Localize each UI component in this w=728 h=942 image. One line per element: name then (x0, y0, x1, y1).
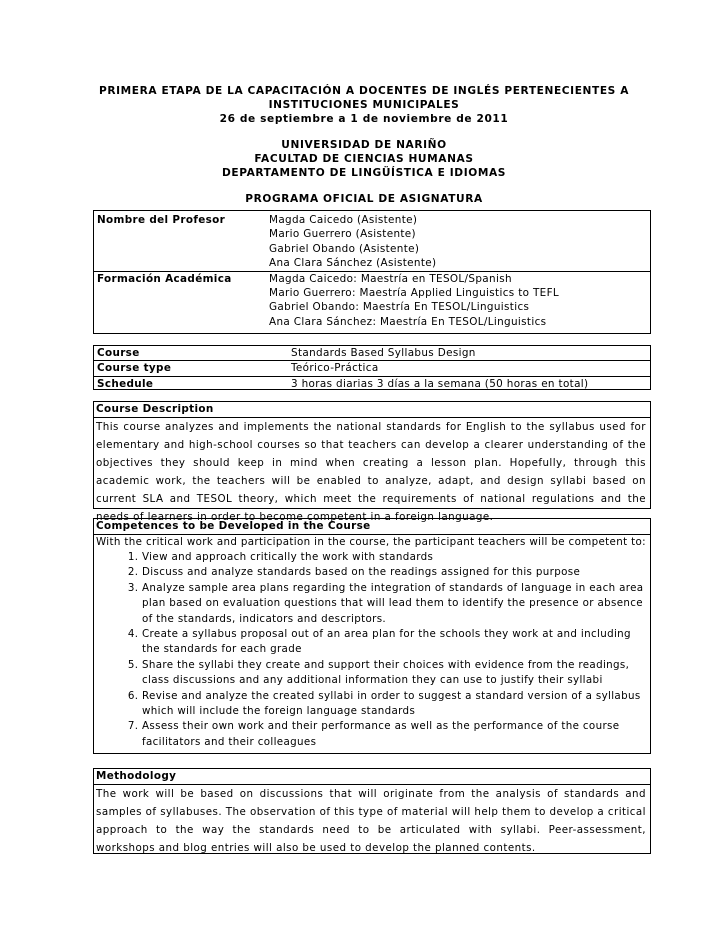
competence-item: 4. Create a syllabus proposal out of an area plan for the schools they work at and including the standards for each grade (142, 627, 646, 658)
training-list (266, 271, 650, 329)
competences-section (93, 518, 651, 754)
professor-row (94, 211, 650, 271)
methodology-text: The work will be based on discussions that will originate from the analysis of standards and samples of syllabuses. The observation of this type of material will help them to develop a critical approach to the way the standards need to be articulated with syllabi. Peer-assessment, workshops and blog entries will also be used to develop the planned contents. (96, 787, 646, 854)
competence-item: 2. Discuss and analyze standards based on the readings assigned for this purpose (142, 565, 646, 580)
training-row (94, 271, 650, 329)
professor-item: Magda Caicedo (Asistente) (269, 214, 418, 226)
course-value: Standards Based Syllabus Design (288, 346, 650, 361)
header-line-2: INSTITUCIONES MUNICIPALES (268, 99, 460, 111)
competence-item: 7. Assess their own work and their performance as well as the performance of the course facilitators and their colleagues (142, 719, 646, 750)
course-description-text: This course analyzes and implements the national standards for English to the syllabus used for elementary and high-school courses so that teachers can develop a clearer understanding of the objectives they should keep in mind when creating a lesson plan. Hopefully, through this academic work, the teachers will be enabled to analyze, adapt, and design syllabi based on current SLA and TESOL theory, which meet the requirements of national regulations and the needs of learners in order to become competent in a foreign language. (96, 420, 646, 523)
course-type-label: Course type (94, 361, 288, 376)
professor-item: Ana Clara Sánchez (Asistente) (269, 257, 437, 270)
teachers-table (93, 210, 651, 334)
faculty-name: FACULTAD DE CIENCIAS HUMANAS (254, 153, 474, 165)
training-item: Mario Guerrero: Maestría Applied Linguistics to TEFL (269, 287, 560, 300)
competence-item: 5. Share the syllabi they create and support their choices with evidence from the readings, class discussions and any additional information they can use to justify their syllabi (142, 658, 646, 689)
training-item: Gabriel Obando: Maestría En TESOL/Linguistics (269, 301, 530, 314)
schedule-value: 3 horas diarias 3 días a la semana (50 horas en total) (291, 377, 589, 390)
training-label: Formación Académica (97, 272, 232, 285)
professor-item: Gabriel Obando (Asistente) (269, 242, 420, 255)
methodology-title: Methodology (94, 769, 650, 785)
header-dates: 26 de septiembre a 1 de noviembre de 2011 (219, 113, 509, 125)
professor-label: Nombre del Profesor (94, 211, 266, 271)
competence-item: 1. View and approach critically the work with standards (142, 550, 646, 565)
course-info-table (93, 345, 651, 390)
competences-list (94, 550, 650, 750)
course-label: Course (94, 346, 288, 361)
competence-item: 6. Revise and analyze the created syllabi in order to suggest a standard version of a syllabus which will include the foreign language standards (142, 689, 646, 720)
methodology-section (93, 768, 651, 854)
competence-item: 3. Analyze sample area plans regarding the integration of standards of language in each area plan based on evaluation questions that will lead them to identify the presence or absence of the standards, indicators and descriptors. (142, 581, 646, 627)
training-item: Magda Caicedo: Maestría en TESOL/Spanish (269, 272, 512, 285)
university-name: UNIVERSIDAD DE NARIÑO (281, 139, 447, 151)
course-type-value: Teórico-Práctica (288, 361, 650, 376)
competences-title: Competences to be Developed in the Course (94, 519, 650, 535)
schedule-label: Schedule (97, 377, 154, 390)
header-line-1: PRIMERA ETAPA DE LA CAPACITACIÓN A DOCENTES DE INGLÉS PERTENECIENTES A (98, 85, 630, 97)
program-title: PROGRAMA OFICIAL DE ASIGNATURA (245, 193, 483, 205)
course-type-row (94, 361, 650, 376)
course-description-section (93, 401, 651, 523)
schedule-row (94, 376, 650, 391)
department-name: DEPARTAMENTO DE LINGÜÍSTICA E IDIOMAS (221, 167, 507, 179)
training-item: Ana Clara Sánchez: Maestría En TESOL/Linguistics (269, 315, 547, 328)
course-description-title: Course Description (94, 402, 650, 418)
course-row (94, 346, 650, 361)
professor-item: Mario Guerrero (Asistente) (269, 228, 416, 241)
professor-list (266, 211, 650, 271)
competences-intro: With the critical work and participation in the course, the participant teachers will be competent to: (96, 535, 646, 548)
